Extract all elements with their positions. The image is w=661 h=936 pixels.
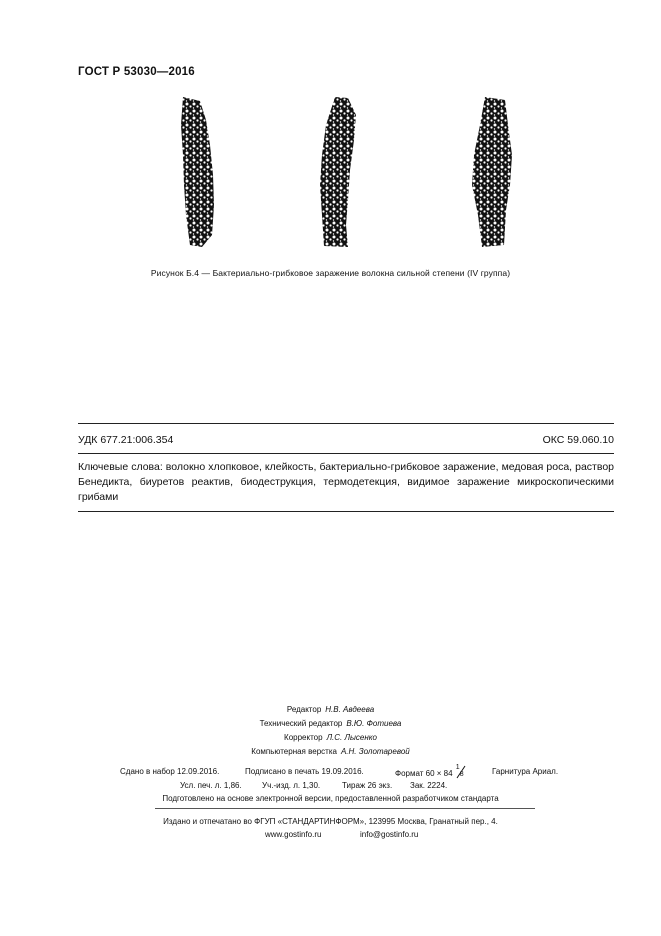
credit-tech-editor — [0, 719, 661, 728]
credit-name: А.Н. Золотаревой — [340, 747, 410, 756]
print-run: Тираж 26 экз. — [342, 781, 393, 790]
publisher-line: Издано и отпечатано во ФГУП «СТАНДАРТИНФОРМ», 123995 Москва, Гранатный пер., 4. — [163, 817, 498, 826]
fiber-image-1 — [181, 97, 214, 247]
credit-name: В.Ю. Фотиева — [346, 719, 402, 728]
document-header: ГОСТ Р 53030—2016 — [78, 66, 195, 78]
divider-top — [78, 423, 614, 424]
divider-footer — [155, 808, 535, 809]
credit-role: Корректор — [284, 733, 323, 742]
figure-caption: Рисунок Б.4 — Бактериально-грибковое заражение волокна сильной степени (IV группа) — [150, 268, 511, 278]
email-link[interactable]: info@gostinfo.ru — [360, 830, 419, 839]
fiber-image-3 — [472, 97, 512, 247]
print-format — [395, 764, 467, 779]
print-submitted: Сдано в набор 12.09.2016. — [120, 767, 220, 776]
keywords-text: Ключевые слова: волокно хлопковое, клейкость, бактериально-грибковое заражение, медовая роса, раствор Бенедикта, биуретов реактив, биодеструкция, термодетекция, видимое заражение микроскопическими грибами — [78, 461, 614, 503]
print-order: Зак. 2224. — [410, 781, 448, 790]
fiber-image-2 — [320, 97, 356, 247]
divider-middle — [78, 453, 614, 454]
print-format-label: Формат 60 × 84 — [395, 769, 453, 778]
fraction-numerator: 1 — [455, 764, 460, 771]
print-signed: Подписано в печать 19.09.2016. — [245, 767, 364, 776]
divider-bottom — [78, 511, 614, 512]
credit-name: Л.С. Лысенко — [326, 733, 377, 742]
website-link[interactable]: www.gostinfo.ru — [265, 830, 322, 839]
print-sheets: Усл. печ. л. 1,86. — [180, 781, 242, 790]
prepared-note: Подготовлено на основе электронной версии, предоставленной разработчиком стандарта — [162, 794, 499, 803]
credit-role: Редактор — [286, 705, 322, 714]
credit-name: Н.В. Авдеева — [325, 705, 375, 714]
credit-layout — [0, 747, 661, 756]
figure-fiber-images — [150, 95, 550, 250]
credit-role: Компьютерная верстка — [251, 747, 337, 756]
udk-code: УДК 677.21:006.354 — [78, 434, 174, 446]
print-font: Гарнитура Ариал. — [492, 767, 559, 776]
print-pub-sheets: Уч.-изд. л. 1,30. — [262, 781, 321, 790]
format-fraction — [455, 764, 467, 779]
credit-corrector — [0, 733, 661, 742]
oks-code: ОКС 59.060.10 — [542, 434, 614, 446]
fraction-denominator: 8 — [459, 771, 464, 778]
credit-editor — [0, 705, 661, 714]
credit-role: Технический редактор — [259, 719, 343, 728]
